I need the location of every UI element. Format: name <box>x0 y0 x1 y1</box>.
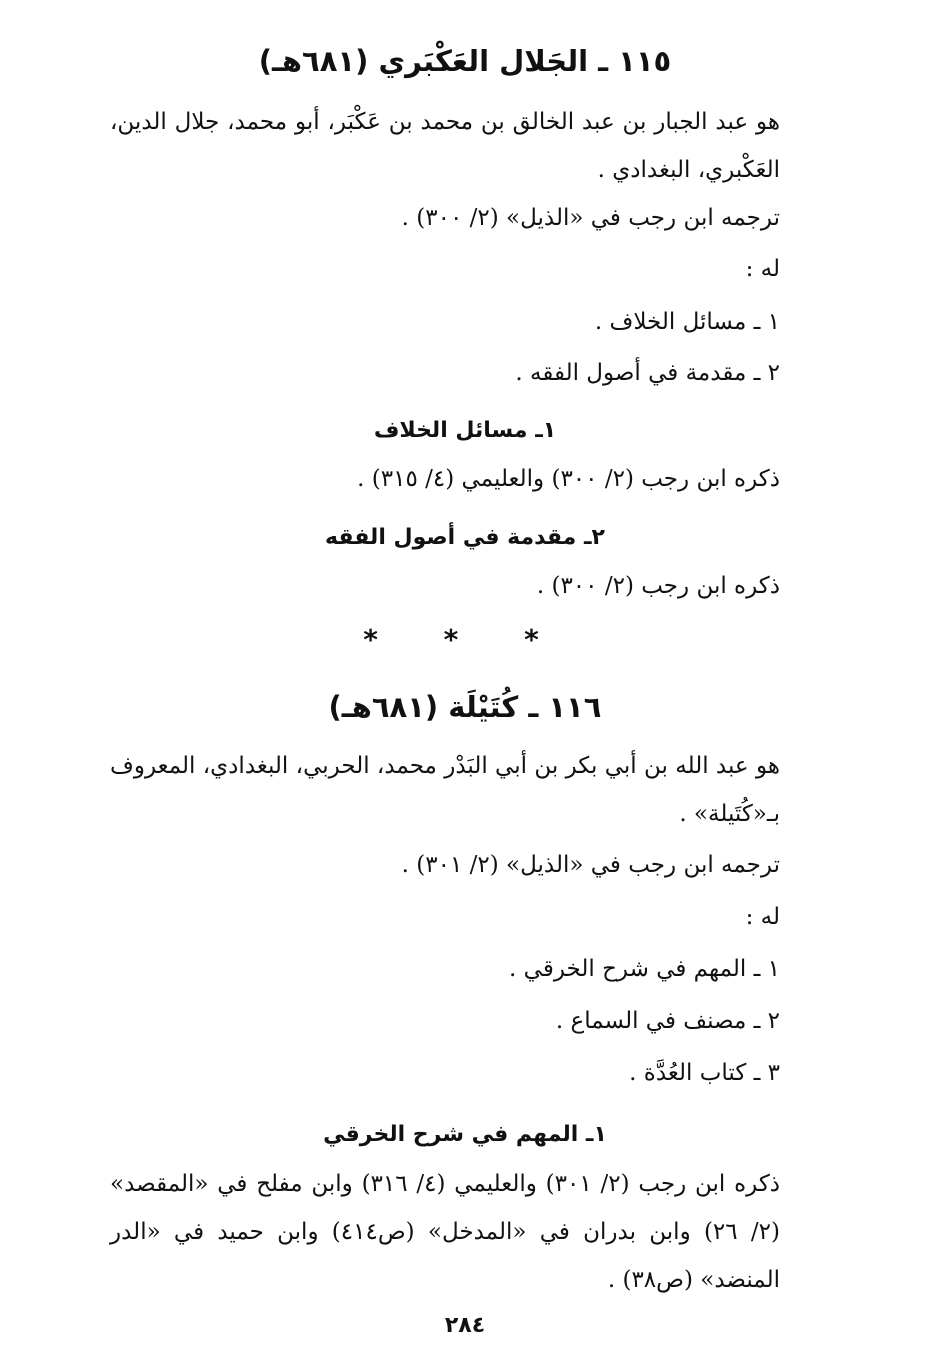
entry-115-section-1-text: ذكره ابن رجب (٢/ ٣٠٠) والعليمي (٤/ ٣١٥) . <box>357 466 780 492</box>
entry-116-lahu: له : <box>745 904 780 930</box>
entry-116-section-1-title: ١ـ المهم في شرح الخرقي <box>323 1122 607 1147</box>
entry-116-bio-text: هو عبد الله بن أبي بكر بن أبي البَدْر محمد، الحربي، البغدادي، المعروف بـ«كُتَيلة» . <box>110 753 780 827</box>
page-number: ٢٨٤ <box>444 1313 486 1338</box>
section-separator: * * * <box>363 623 567 656</box>
entry-115-work-2: ٢ ـ مقدمة في أصول الفقه . <box>515 360 780 386</box>
entry-115-section-2-title: ٢ـ مقدمة في أصول الفقه <box>325 525 605 550</box>
entry-115-work-1: ١ ـ مسائل الخلاف . <box>594 309 780 335</box>
entry-116-translated: ترجمه ابن رجب في «الذيل» (٢/ ٣٠١) . <box>401 852 780 878</box>
entry-115-section-2-text: ذكره ابن رجب (٢/ ٣٠٠) . <box>536 573 780 599</box>
entry-115-bio-text: هو عبد الجبار بن عبد الخالق بن محمد بن عَكْبَر، أبو محمد، جلال الدين، العَكْبري، البغدادي . <box>110 109 780 183</box>
entry-116-work-2: ٢ ـ مصنف في السماع . <box>555 1008 780 1034</box>
entry-116-work-3: ٣ ـ كتاب العُدَّة . <box>629 1060 780 1086</box>
entry-116-section-1 <box>110 1160 820 1310</box>
entry-116-heading: ١١٦ ـ كُتَيْلَة (٦٨١هـ) <box>328 690 602 724</box>
book-page <box>110 0 820 1347</box>
entry-116-work-1: ١ ـ المهم في شرح الخرقي . <box>509 956 780 982</box>
entry-115-translated: ترجمه ابن رجب في «الذيل» (٢/ ٣٠٠) . <box>401 205 780 231</box>
entry-116-section-1-text: ذكره ابن رجب (٢/ ٣٠١) والعليمي (٤/ ٣١٦) وابن مفلح في «المقصد» (٢/ ٢٦) وابن بدران في «المدخل» (ص٤١٤) وابن حميد في «الدر المنضد» (ص٣٨) . <box>110 1171 781 1293</box>
entry-116-bio <box>110 742 820 842</box>
entry-115-section-1-title: ١ـ مسائل الخلاف <box>373 418 557 443</box>
entry-115-heading: ١١٥ ـ الجَلال العَكْبَري (٦٨١هـ) <box>258 44 672 78</box>
entry-115-bio <box>110 98 820 198</box>
entry-115-lahu: له : <box>745 256 780 282</box>
